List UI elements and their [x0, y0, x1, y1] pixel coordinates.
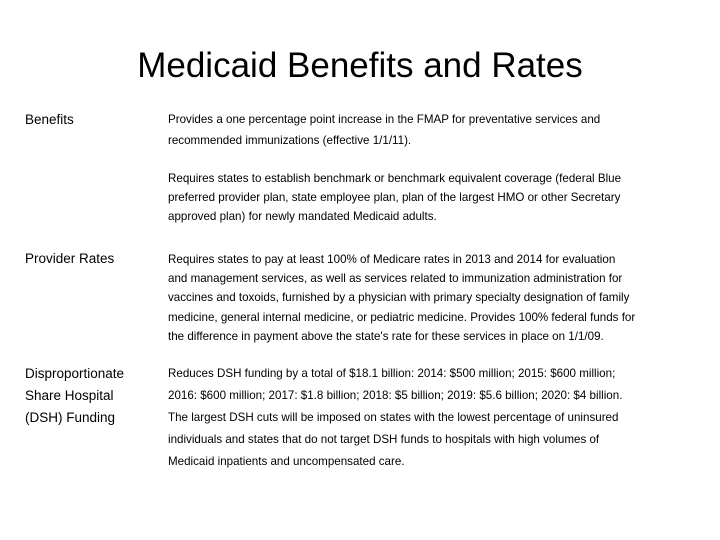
text-line: recommended immunizations (effective 1/1/11). [168, 133, 412, 147]
dsh-paragraph [168, 363, 698, 473]
text-line: Provides a one percentage point increase in the FMAP for preventative services and [168, 113, 601, 126]
slide-title: Medicaid Benefits and Rates [137, 46, 583, 85]
text-line: Requires states to establish benchmark or benchmark equivalent coverage (federal Blue [168, 172, 622, 185]
text-line: individuals and states that do not target DSH funds to hospitals with high volumes of [168, 433, 600, 446]
dsh-label-line-1: Disproportionate [25, 366, 125, 381]
benefits-label: Benefits [25, 112, 74, 127]
text-line: preferred provider plan, state employee plan, plan of the largest HMO or other Secretary [168, 191, 621, 205]
text-line: the difference in payment above the state's rate for these services in place on 1/1/09. [168, 329, 604, 343]
text-line: and management services, as well as services related to immunization administration for [168, 272, 623, 286]
text-line: vaccines and toxoids, furnished by a physician with primary specialty designation of family [168, 291, 630, 305]
benefits-paragraph-benchmark [168, 169, 698, 227]
text-line: The largest DSH cuts will be imposed on states with the lowest percentage of uninsured [168, 411, 619, 424]
provider-rates-label: Provider Rates [25, 251, 115, 266]
provider-rates-paragraph [168, 250, 698, 346]
benefits-paragraph-fmap [168, 110, 698, 151]
dsh-label-line-3: (DSH) Funding [25, 410, 116, 425]
text-line: Medicaid inpatients and uncompensated care. [168, 455, 405, 468]
text-line: medicine, general internal medicine, or pediatric medicine. Provides 100% federal funds for [168, 310, 636, 324]
text-line: Reduces DSH funding by a total of $18.1 billion: 2014: $500 million; 2015: $600 million; [168, 367, 616, 380]
text-line: approved plan) for newly mandated Medicaid adults. [168, 210, 437, 224]
dsh-label-line-2: Share Hospital [25, 388, 114, 403]
text-line: Requires states to pay at least 100% of Medicare rates in 2013 and 2014 for evaluation [168, 253, 616, 266]
text-line: 2016: $600 million; 2017: $1.8 billion; 2018: $5 billion; 2019: $5.6 billion; 2020: $4 billion. [168, 389, 623, 402]
